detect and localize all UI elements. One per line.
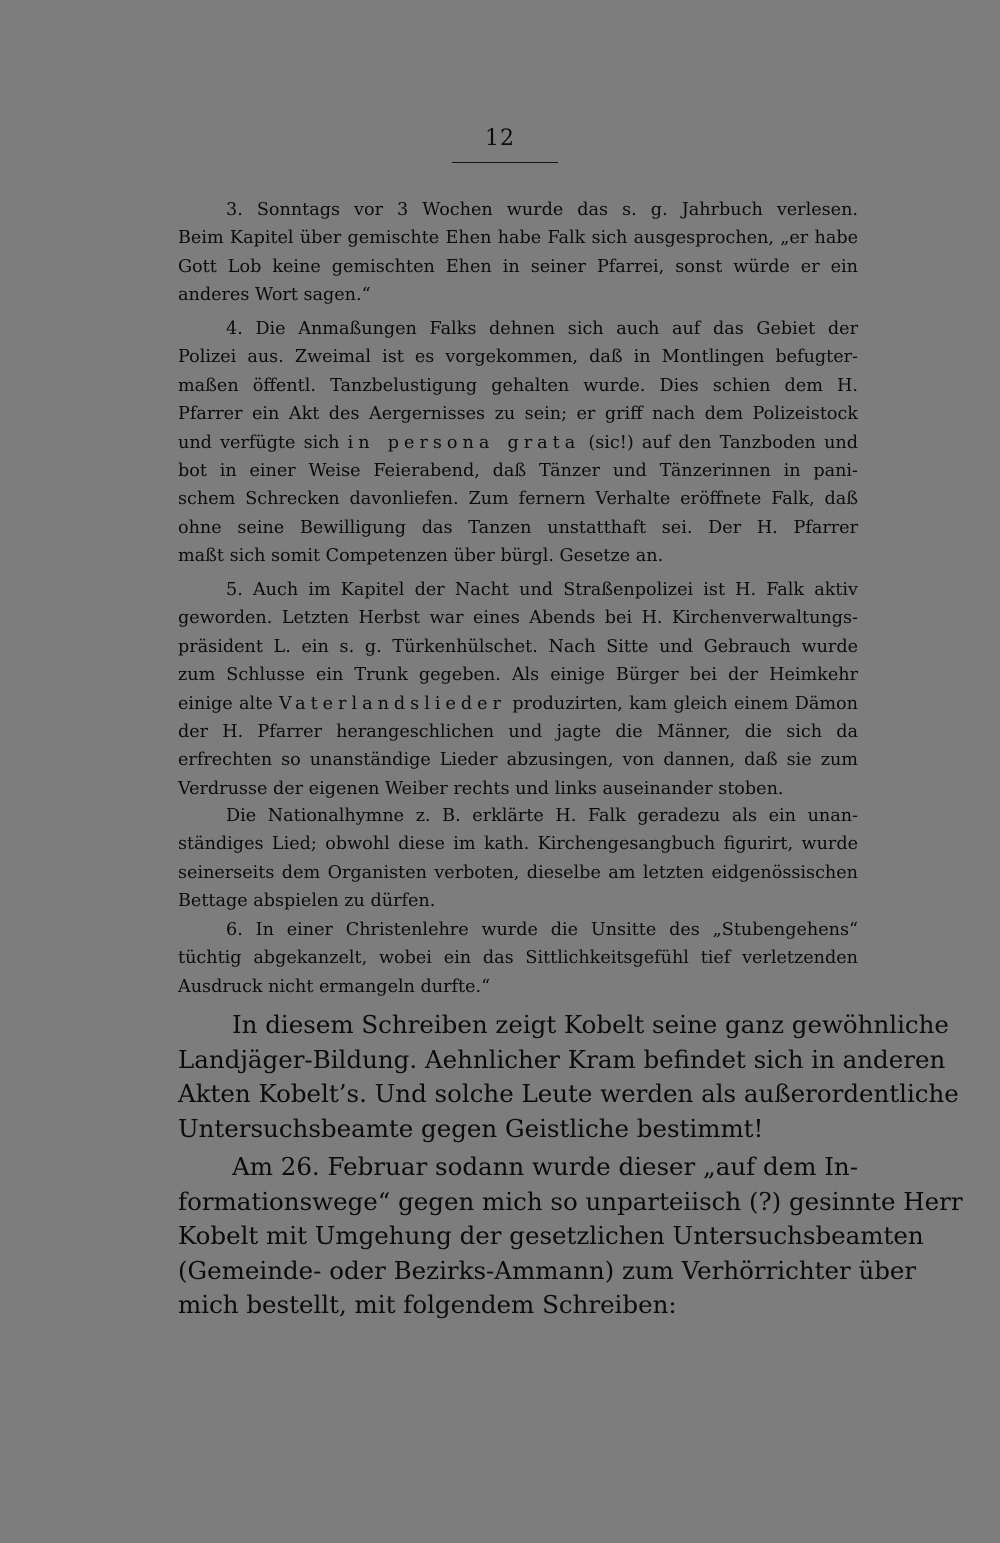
text-line: 6. In einer Christenlehre wurde die Unsitte des „Stubengehens“ xyxy=(226,920,858,940)
text-line: 3. Sonntags vor 3 Wochen wurde das s. g. Jahrbuch verlesen. xyxy=(226,200,858,220)
page-number: 12 xyxy=(485,126,515,151)
text-line: (Gemeinde- oder Bezirks-Ammann) zum Verhörrichter über xyxy=(178,1255,917,1285)
text-line: Untersuchsbeamte gegen Geistliche bestimmt! xyxy=(178,1113,764,1143)
text-line: einige alte Vaterlandslieder produzirten, kam gleich einem Dämon xyxy=(178,693,858,714)
paragraph-national-anthem xyxy=(178,802,858,916)
text-line: Pfarrer ein Akt des Aergernisses zu sein; er griff nach dem Polizeistock xyxy=(178,404,858,425)
text-line: ständiges Lied; obwohl diese im kath. Kirchengesangbuch figurirt, wurde xyxy=(178,834,858,855)
text-line: Landjäger-Bildung. Aehnlicher Kram befindet sich in anderen xyxy=(178,1044,946,1074)
text-line: Verdrusse der eigenen Weiber rechts und links auseinander stoben. xyxy=(178,778,784,799)
paragraph-3 xyxy=(178,196,858,310)
text-line: mich bestellt, mit folgendem Schreiben: xyxy=(178,1290,677,1320)
text-line: Bettage abspielen zu dürfen. xyxy=(178,891,436,912)
text-line: Akten Kobelt’s. Und solche Leute werden als außerordentliche xyxy=(178,1079,959,1109)
text-line: seinerseits dem Organisten verboten, dieselbe am letzten eidgenössischen xyxy=(178,862,858,883)
narrative-paragraph xyxy=(178,1150,963,1323)
text-line: ohne seine Bewilligung das Tanzen unstatthaft sei. Der H. Pfarrer xyxy=(178,517,858,538)
text-line: In diesem Schreiben zeigt Kobelt seine ganz gewöhnliche xyxy=(232,1010,949,1039)
text-line: anderes Wort sagen.“ xyxy=(178,285,371,306)
text-line: und verfügte sich in persona grata (sic!) auf den Tanzboden und xyxy=(178,432,858,453)
text-line: Polizei aus. Zweimal ist es vorgekommen, daß in Montlingen befugter- xyxy=(178,347,858,368)
text-line: Gott Lob keine gemischten Ehen in seiner Pfarrei, sonst würde er ein xyxy=(178,256,858,277)
text-line: 5. Auch im Kapitel der Nacht und Straßenpolizei ist H. Falk aktiv xyxy=(226,580,858,600)
text-line: der H. Pfarrer herangeschlichen und jagte die Männer, die sich da xyxy=(178,721,858,742)
spaced-emphasis: Vaterlandslieder xyxy=(279,693,506,714)
paragraph-5 xyxy=(178,576,858,803)
text-line: Ausdruck nicht ermangeln durfte.“ xyxy=(178,976,491,997)
commentary-paragraph xyxy=(178,1008,959,1146)
text-line: erfrechten so unanständige Lieder abzusingen, von dannen, daß sie zum xyxy=(178,750,858,771)
text-line: maßen öffentl. Tanzbelustigung gehalten wurde. Dies schien dem H. xyxy=(178,375,858,396)
text-line: Beim Kapitel über gemischte Ehen habe Falk sich ausgesprochen, „er habe xyxy=(178,228,858,249)
text-line: bot in einer Weise Feierabend, daß Tänzer und Tänzerinnen in pani- xyxy=(178,460,858,481)
paragraph-4 xyxy=(178,315,858,571)
text-line: tüchtig abgekanzelt, wobei ein das Sittlichkeitsgefühl tief verletzenden xyxy=(178,948,858,969)
text-line: zum Schlusse ein Trunk gegeben. Als einige Bürger bei der Heimkehr xyxy=(178,665,858,686)
text-line: formationswege“ gegen mich so unparteiisch (?) gesinnte Herr xyxy=(178,1186,963,1216)
spaced-emphasis: in persona grata xyxy=(347,432,581,453)
text-line: präsident L. ein s. g. Türkenhülschet. Nach Sitte und Gebrauch wurde xyxy=(178,636,858,657)
text-line: maßt sich somit Competenzen über bürgl. Gesetze an. xyxy=(178,546,664,567)
text-line: geworden. Letzten Herbst war eines Abends bei H. Kirchenverwaltungs- xyxy=(178,608,858,629)
text-line: Am 26. Februar sodann wurde dieser „auf dem In- xyxy=(232,1152,858,1181)
paragraph-6 xyxy=(178,916,858,1001)
text-line: schem Schrecken davonliefen. Zum fernern Verhalte eröffnete Falk, daß xyxy=(178,489,858,510)
text-line: Kobelt mit Umgehung der gesetzlichen Untersuchsbeamten xyxy=(178,1221,924,1251)
text-line: 4. Die Anmaßungen Falks dehnen sich auch auf das Gebiet der xyxy=(226,319,858,339)
header-rule xyxy=(452,162,558,163)
text-line: Die Nationalhymne z. B. erklärte H. Falk geradezu als ein unan- xyxy=(226,806,858,826)
